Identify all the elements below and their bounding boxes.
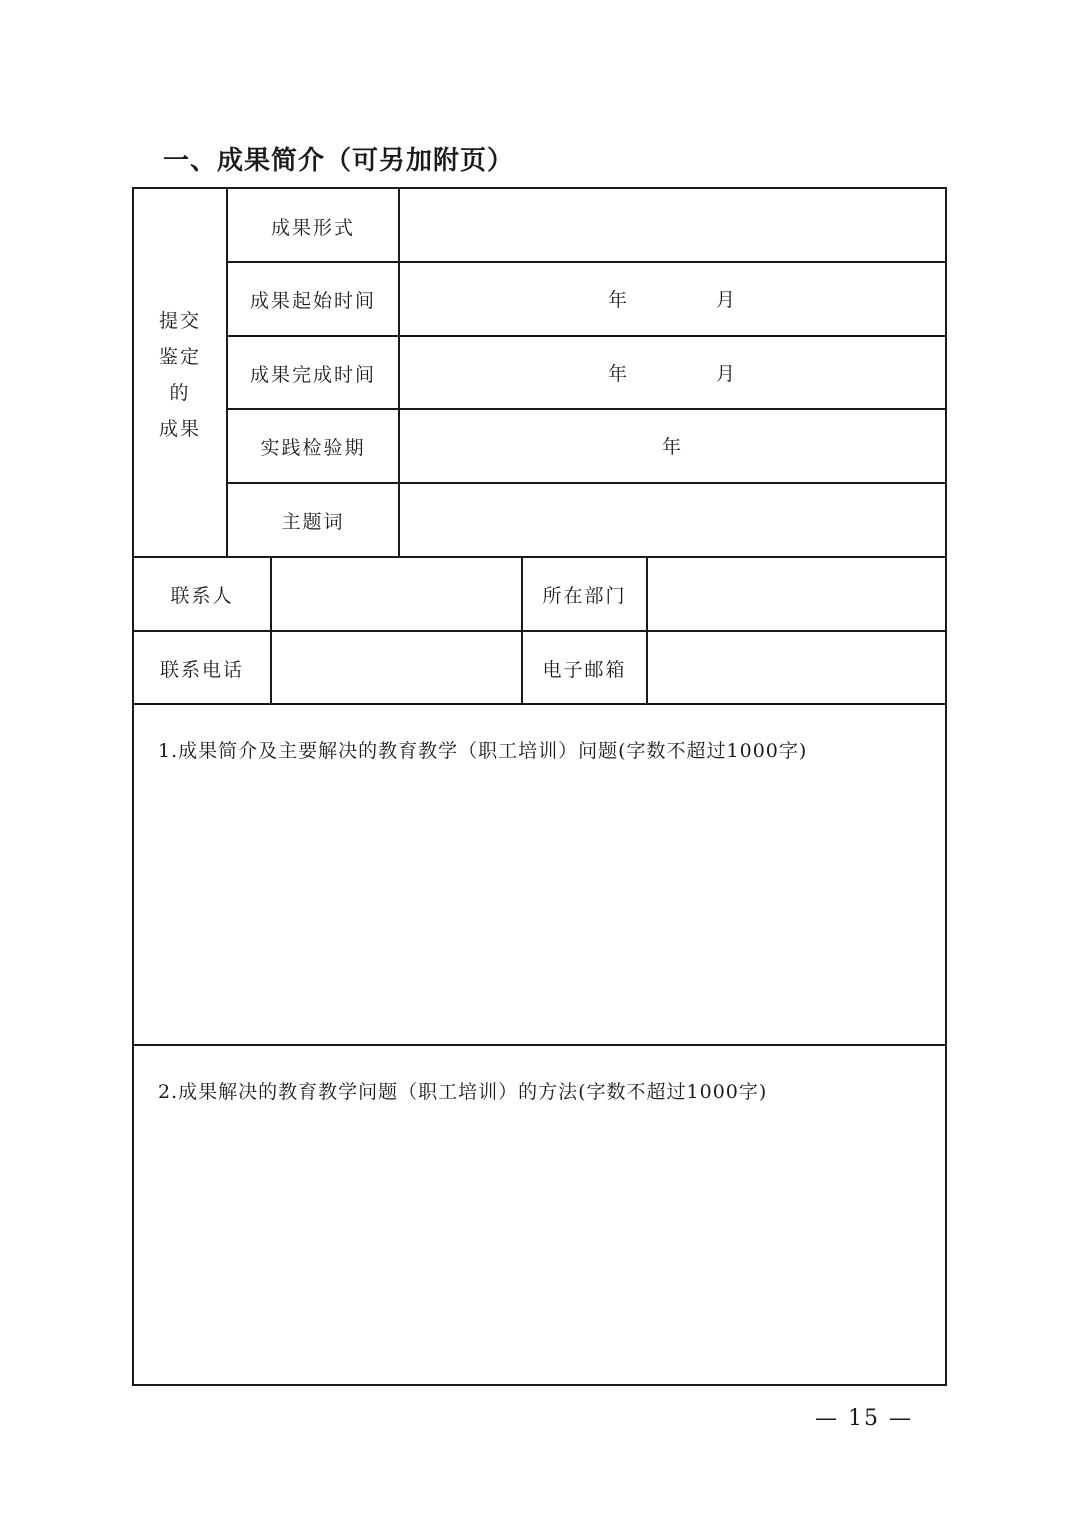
- group-label-line: 成果: [158, 418, 201, 440]
- practice-period-label: 实践检验期: [260, 436, 366, 459]
- start-time-label: 成果起始时间: [249, 289, 376, 312]
- department-label: 所在部门: [542, 584, 627, 607]
- form-type-field[interactable]: [400, 190, 946, 262]
- finish-month-unit: 月: [716, 363, 736, 385]
- method-text-area[interactable]: [134, 1111, 946, 1385]
- contact-person-field[interactable]: [272, 558, 521, 630]
- keywords-field[interactable]: [400, 484, 946, 556]
- contact-person-label: 联系人: [170, 584, 234, 607]
- group-label-line: 的: [169, 382, 191, 404]
- practice-period-field[interactable]: [400, 410, 946, 482]
- method-prompt: 2.成果解决的教育教学问题（职工培训）的方法(字数不超过1000字): [158, 1081, 768, 1103]
- summary-text-area[interactable]: [134, 770, 946, 1044]
- finish-time-field[interactable]: [400, 337, 946, 409]
- row-divider: [133, 1044, 946, 1046]
- summary-prompt: 1.成果简介及主要解决的教育教学（职工培训）问题(字数不超过1000字): [158, 740, 808, 762]
- start-year-unit: 年: [608, 289, 628, 311]
- finish-time-label: 成果完成时间: [249, 363, 376, 386]
- page-number: — 15 —: [815, 1406, 913, 1431]
- department-field[interactable]: [648, 558, 946, 630]
- group-label-line: 鉴定: [158, 346, 201, 368]
- keywords-label: 主题词: [281, 510, 345, 533]
- group-label-line: 提交: [158, 310, 201, 332]
- phone-field[interactable]: [272, 632, 521, 704]
- start-time-field[interactable]: [400, 263, 946, 335]
- email-field[interactable]: [648, 632, 946, 704]
- email-label: 电子邮箱: [542, 658, 627, 681]
- group-label: [134, 303, 226, 447]
- finish-year-unit: 年: [608, 363, 628, 385]
- form-type-label: 成果形式: [270, 216, 355, 239]
- phone-label: 联系电话: [159, 658, 244, 681]
- start-month-unit: 月: [716, 289, 736, 311]
- practice-year-unit: 年: [662, 436, 682, 458]
- section-title: 一、成果简介（可另加附页）: [163, 146, 515, 176]
